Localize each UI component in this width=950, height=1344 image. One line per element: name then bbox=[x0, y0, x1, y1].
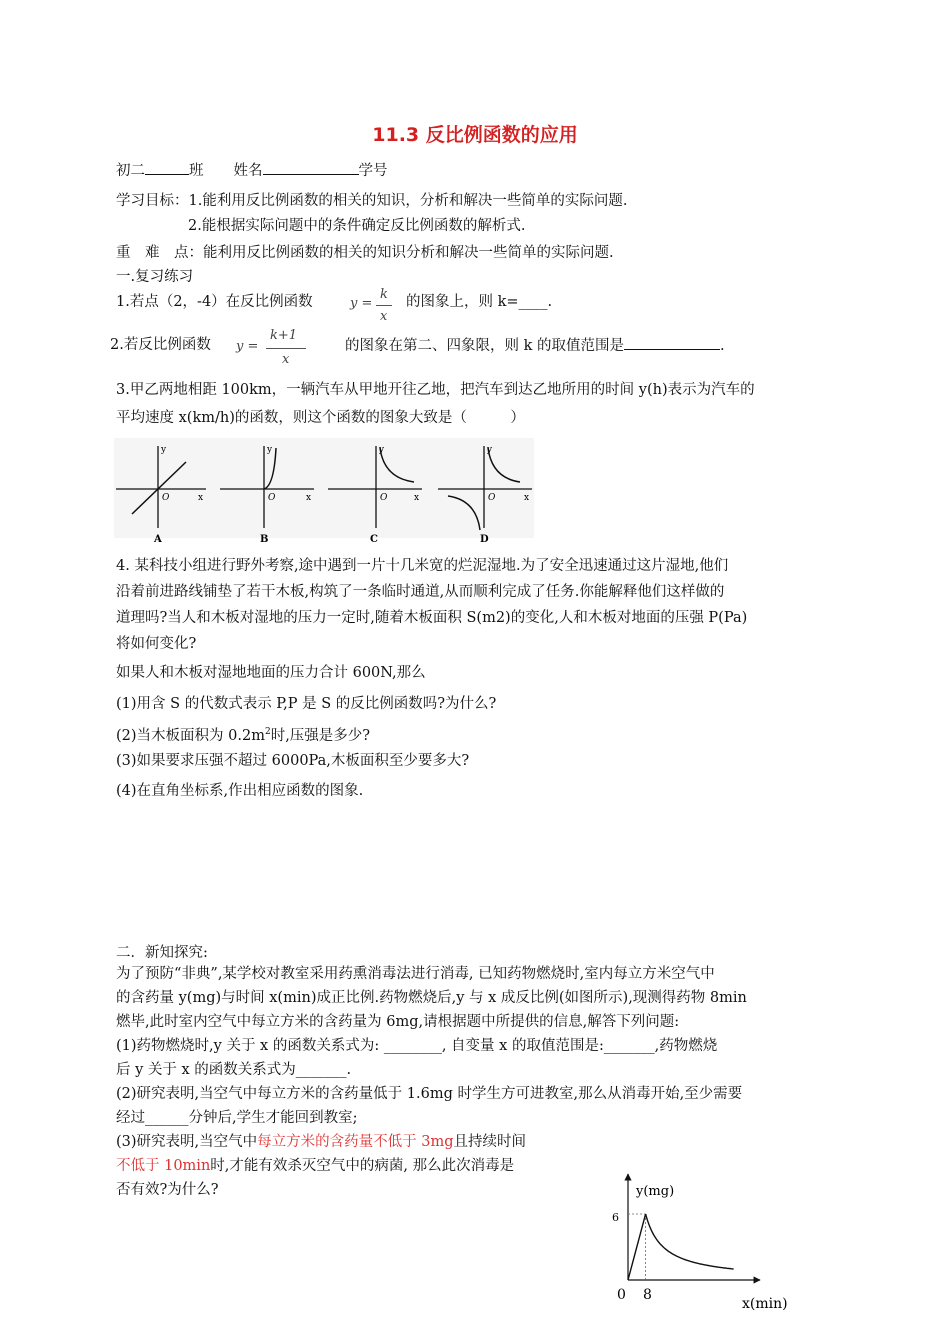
after-burning-series-line bbox=[646, 1214, 734, 1269]
section2-q3-red-2: 不低于 10min bbox=[116, 1158, 211, 1174]
burning-series-line bbox=[628, 1214, 646, 1280]
q4-line-3: 道理吗?当人和木板对湿地的压力一定时,随着木板面积 S(m2)的变化,人和木板对地面的压强 P(Pa) bbox=[116, 610, 748, 626]
q4-sub-2-after: 时,压强是多少? bbox=[270, 727, 371, 744]
graph-x-label: x(min) bbox=[742, 1296, 788, 1312]
q4-line-1: 4. 某科技小组进行野外考察,途中遇到一片十几米宽的烂泥湿地.为了安全迅速通过这片湿地,他们 bbox=[116, 558, 729, 574]
section1-heading: 一.复习练习 bbox=[116, 269, 194, 285]
q2-fraction-bar bbox=[266, 348, 306, 349]
section2-q3-post: 时,才能有效杀灭空气中的病菌, 那么此次消毒是 bbox=[210, 1158, 515, 1174]
q2-formula-denominator: x bbox=[282, 352, 290, 367]
section2-para-2: 的含药量 y(mg)与时间 x(min)成正比例.药物燃烧后,y 与 x 成反比例(如图所示),现测得药物 8min bbox=[116, 990, 747, 1006]
objective-2: 2.能根据实际问题中的条件确定反比例函数的解析式. bbox=[188, 218, 526, 234]
section2-q3-red-1: 每立方米的含药量不低于 3mg bbox=[257, 1134, 454, 1150]
q1-formula-lhs: y = bbox=[350, 296, 373, 311]
section2-q2-line-2: 经过______分钟后,学生才能回到教室; bbox=[116, 1110, 358, 1126]
q1-fraction-bar bbox=[376, 305, 392, 306]
graphs-background bbox=[114, 438, 534, 538]
class-blank[interactable] bbox=[145, 160, 189, 175]
objectives-label: 学习目标： bbox=[116, 193, 189, 209]
q2-end-period: . bbox=[720, 338, 725, 354]
option-a-origin: O bbox=[162, 493, 170, 503]
option-a-label: A bbox=[154, 534, 162, 545]
class-prefix: 初二 bbox=[116, 163, 145, 179]
option-c-label: C bbox=[370, 534, 378, 545]
medicine-concentration-graph bbox=[600, 1166, 810, 1316]
q3-option-graphs bbox=[114, 438, 534, 548]
q2-formula-numerator: k+1 bbox=[270, 328, 298, 343]
q1-text-before: 1.若点（2，-4）在反比例函数 bbox=[116, 294, 313, 310]
option-b-label: B bbox=[260, 534, 269, 545]
option-d-origin: O bbox=[488, 493, 496, 503]
section2-q3-line-2 bbox=[116, 1156, 514, 1176]
section2-para-3: 燃毕,此时室内空气中每立方米的含药量为 6mg,请根据题中所提供的信息,解答下列问题: bbox=[116, 1014, 680, 1030]
student-info-line bbox=[116, 160, 388, 181]
section2-q3-pre: (3)研究表明,当空气中 bbox=[116, 1134, 258, 1150]
section2-q2-line-1: (2)研究表明,当空气中每立方米的含药量低于 1.6mg 时学生方可进教室,那么从消毒开始,至少需要 bbox=[116, 1086, 743, 1102]
section2-q3-line-3: 否有效?为什么? bbox=[116, 1182, 219, 1198]
q3-line-2: 平均速度 x(km/h)的函数，则这个函数的图象大致是（ ） bbox=[116, 410, 525, 426]
option-d-label: D bbox=[480, 534, 489, 545]
option-d-y-label: y bbox=[487, 445, 493, 455]
key-points: 重 难 点：能利用反比例函数的相关的知识分析和解决一些简单的实际问题. bbox=[116, 245, 614, 261]
q1-text-after: 的图象上，则 k=____. bbox=[406, 294, 553, 310]
q2-answer-blank[interactable] bbox=[624, 335, 720, 350]
objective-1: 1.能利用反比例函数的相关的知识，分析和解决一些简单的实际问题. bbox=[188, 193, 628, 209]
graph-y-label: y(mg) bbox=[636, 1184, 675, 1199]
q4-sub-1: (1)用含 S 的代数式表示 P,P 是 S 的反比例函数吗?为什么? bbox=[116, 696, 497, 712]
q3-line-1: 3.甲乙两地相距 100km，一辆汽车从甲地开往乙地，把汽车到达乙地所用的时间 y(h)表示为汽车的 bbox=[116, 382, 755, 398]
q1-formula-numerator: k bbox=[380, 287, 388, 302]
section2-para-1: 为了预防“非典”,某学校对教室采用药熏消毒法进行消毒, 已知药物燃烧时,室内每立方米空气中 bbox=[116, 966, 715, 982]
q4-sub-4: (4)在直角坐标系,作出相应函数的图象. bbox=[116, 783, 364, 799]
q4-line-2: 沿着前进路线铺垫了若干木板,构筑了一条临时通道,从而顺利完成了任务.你能解释他们这样做的 bbox=[116, 584, 725, 600]
name-blank[interactable] bbox=[263, 160, 359, 175]
option-a-y-label: y bbox=[161, 445, 167, 455]
name-label: 姓名 bbox=[233, 163, 263, 179]
graph-origin: 0 bbox=[617, 1287, 626, 1303]
q2-text-after bbox=[345, 335, 725, 356]
option-d-x-label: x bbox=[524, 493, 530, 503]
q2-text-before: 2.若反比例函数 bbox=[110, 337, 211, 353]
q2-range-question: 的图象在第二、四象限，则 k 的取值范围是 bbox=[345, 338, 625, 354]
q4-sub-2-before: (2)当木板面积为 0.2m bbox=[116, 727, 265, 744]
option-c-origin: O bbox=[380, 493, 388, 503]
id-label: 学号 bbox=[358, 163, 388, 179]
graph-x-tick-8: 8 bbox=[643, 1287, 652, 1303]
q4-sub-3: (3)如果要求压强不超过 6000Pa,木板面积至少要多大? bbox=[116, 753, 470, 769]
section2-q1-line-2: 后 y 关于 x 的函数关系式为_______. bbox=[116, 1062, 352, 1078]
section2-q1-line-1: (1)药物燃烧时,y 关于 x 的函数关系式为: ________, 自变量 x 的取值范围是:_______,药物燃烧 bbox=[116, 1038, 718, 1054]
option-c-y-label: y bbox=[379, 445, 385, 455]
objective-line-1 bbox=[116, 191, 627, 211]
class-suffix: 班 bbox=[189, 163, 204, 179]
option-b-origin: O bbox=[268, 493, 276, 503]
q4-line-5: 如果人和木板对湿地地面的压力合计 600N,那么 bbox=[116, 665, 426, 681]
option-b-y-label: y bbox=[267, 445, 273, 455]
option-c-x-label: x bbox=[414, 493, 420, 503]
section2-heading: 二．新知探究: bbox=[116, 945, 208, 961]
q4-line-4: 将如何变化? bbox=[116, 636, 197, 652]
page-title: 11.3 反比例函数的应用 bbox=[372, 124, 578, 146]
option-b-x-label: x bbox=[306, 493, 312, 503]
q4-sub-2-superscript: 2 bbox=[264, 727, 271, 737]
q4-sub-2 bbox=[116, 722, 370, 746]
q2-formula-lhs: y = bbox=[236, 339, 259, 354]
option-a-x-label: x bbox=[198, 493, 204, 503]
section2-q3-mid: 且持续时间 bbox=[453, 1134, 527, 1150]
graph-y-tick-6: 6 bbox=[612, 1211, 619, 1224]
q1-formula-denominator: x bbox=[380, 309, 388, 324]
section2-q3-line-1 bbox=[116, 1132, 526, 1152]
